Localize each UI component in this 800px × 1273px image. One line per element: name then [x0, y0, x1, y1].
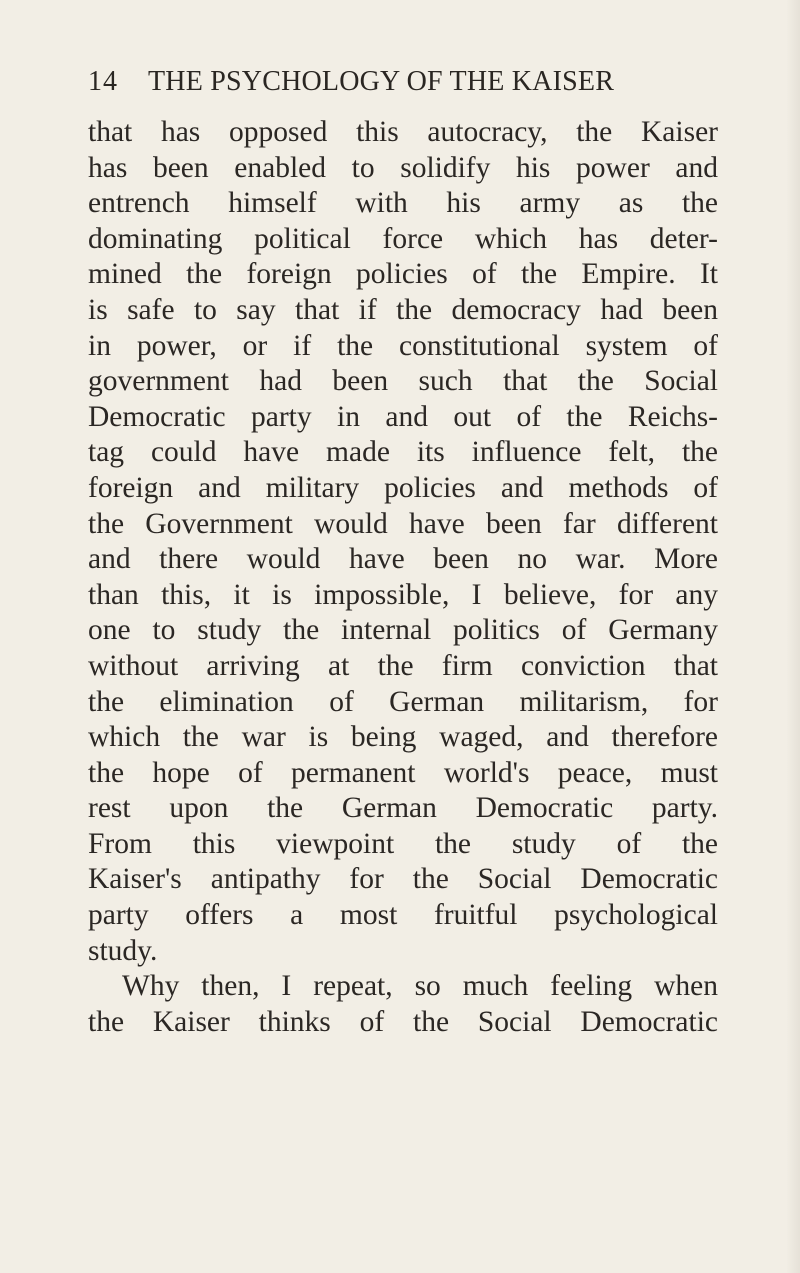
page-number: 14 [88, 66, 118, 97]
text-line: study. [88, 934, 158, 967]
text-line: Why then, I repeat, so much feeling when [122, 970, 718, 1003]
text-line: one to study the internal politics of Germany [88, 614, 718, 647]
text-line: in power, or if the constitutional system of [88, 329, 718, 362]
running-header [88, 62, 728, 102]
text-line: without arriving at the firm conviction that [88, 649, 718, 682]
text-line: that has opposed this autocracy, the Kaiser [88, 116, 718, 148]
text-line: rest upon the German Democratic party. [88, 792, 718, 825]
text-line: government had been such that the Social [88, 365, 718, 398]
text-line: and there would have been no war. More [88, 543, 718, 576]
text-line: than this, it is impossible, I believe, for any [88, 578, 718, 611]
page-edge-shadow [786, 0, 800, 1273]
text-line: dominating political force which has deter- [88, 222, 718, 255]
text-line: entrench himself with his army as the [88, 187, 718, 220]
text-line: foreign and military policies and methods of [88, 471, 718, 504]
running-title: THE PSYCHOLOGY OF THE KAISER [148, 66, 615, 97]
text-line: Democratic party in and out of the Reichs- [88, 400, 718, 433]
text-line: the hope of permanent world's peace, must [88, 756, 718, 789]
text-line: Kaiser's antipathy for the Social Democratic [88, 863, 718, 896]
text-line: tag could have made its influence felt, the [88, 436, 718, 469]
text-line: From this viewpoint the study of the [88, 827, 718, 860]
text-line: party offers a most fruitful psychological [88, 899, 718, 932]
text-line: the Kaiser thinks of the Social Democratic [88, 1005, 718, 1038]
text-line: the elimination of German militarism, for [88, 685, 718, 718]
text-line: the Government would have been far different [88, 507, 718, 540]
text-line: mined the foreign policies of the Empire. It [88, 258, 718, 291]
text-line: which the war is being waged, and therefore [88, 721, 718, 754]
text-line: has been enabled to solidify his power and [88, 151, 718, 184]
text-line: is safe to say that if the democracy had been [88, 293, 718, 326]
body-text [88, 115, 718, 1040]
